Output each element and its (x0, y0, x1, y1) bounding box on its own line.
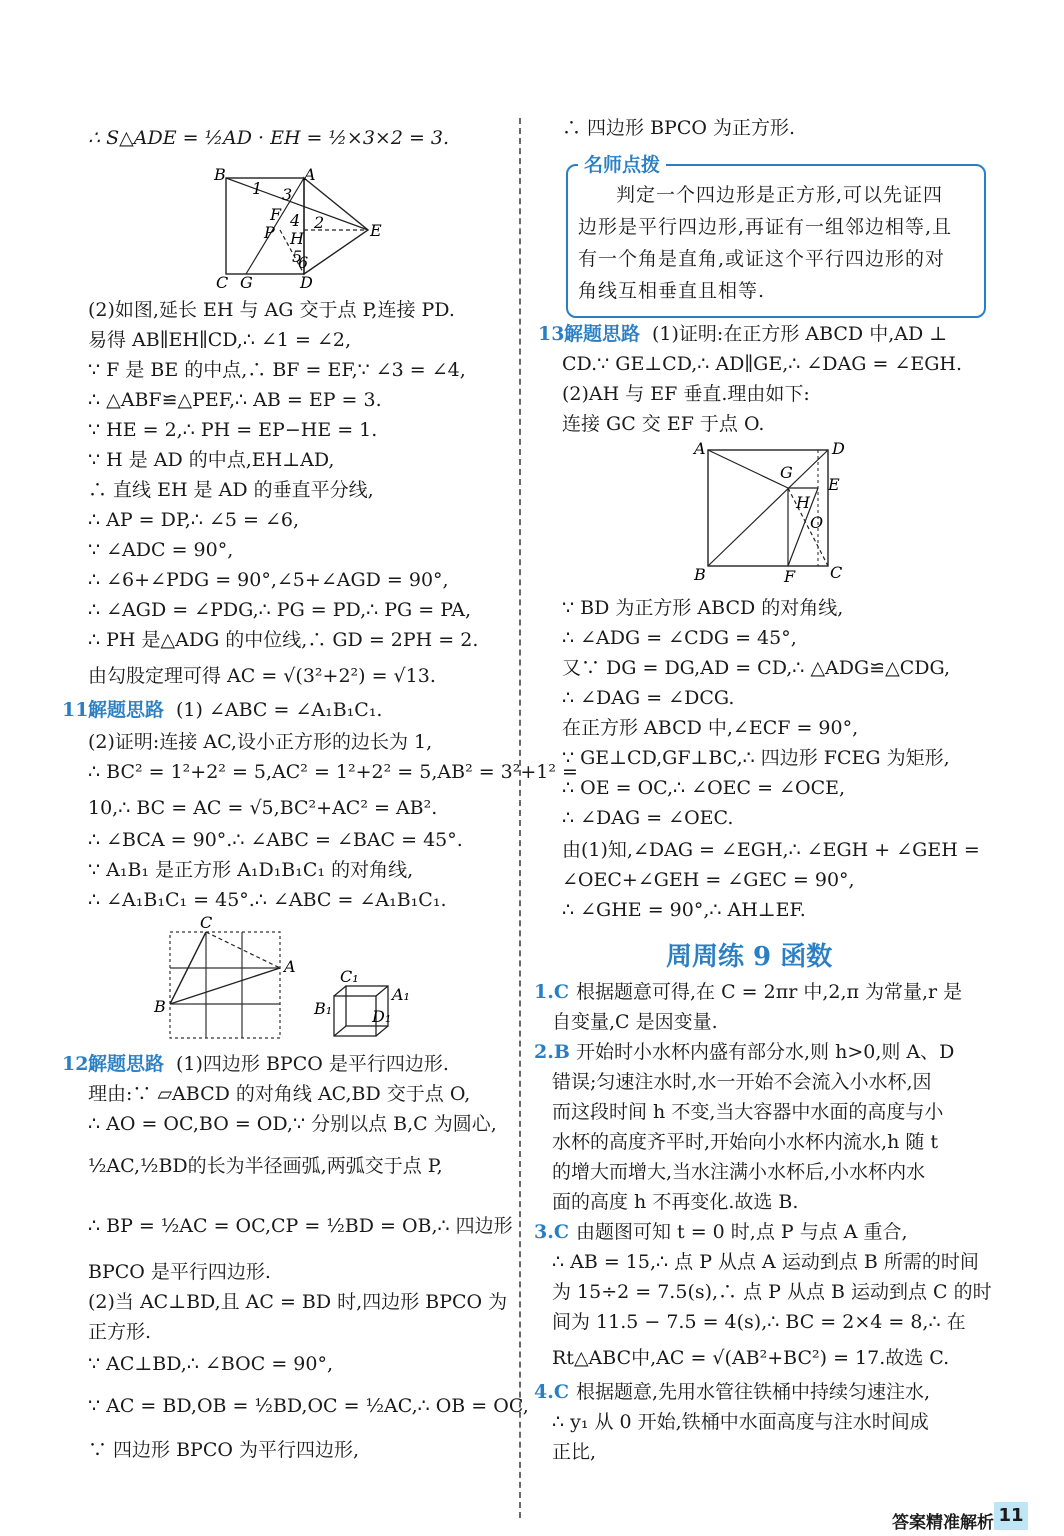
fig1-angle-3: 3 (282, 185, 293, 204)
line: 由题图可知 t = 0 时,点 P 与点 A 重合, (576, 1221, 908, 1243)
line: ∴ ∠6+∠PDG = 90°,∠5+∠AGD = 90°, (88, 569, 449, 591)
line: ∴ ∠DAG = ∠OEC. (562, 807, 734, 829)
line: ∴ ∠GHE = 90°,∴ AH⊥EF. (562, 899, 806, 921)
fig2-label-C1: C₁ (340, 967, 359, 986)
line: 连接 GC 交 EF 于点 O. (562, 413, 765, 435)
fig1-label-F: F (270, 205, 282, 224)
tip-line: 角线互相垂直且相等. (578, 280, 766, 302)
line: 正比, (552, 1441, 597, 1463)
fig1-label-E: E (370, 221, 382, 240)
line: ∵ F 是 BE 的中点,∴ BF = EF,∵ ∠3 = ∠4, (88, 359, 466, 381)
fig3-label-H: H (796, 493, 810, 512)
fig2-label-A1: A₁ (392, 985, 410, 1004)
fig3-label-F: F (784, 567, 796, 586)
figure-square-triangle (208, 168, 388, 292)
line: (1) ∠ABC = ∠A₁B₁C₁. (176, 699, 383, 721)
tip-label: 名师点拨 (578, 150, 666, 177)
a4-number: 4.C (534, 1381, 569, 1403)
line: ∴ BC² = 1²+2² = 5,AC² = 1²+2² = 5,AB² = 3²+1² = (88, 761, 578, 783)
tip-line: 判定一个四边形是正方形,可以先证四 (616, 184, 944, 206)
fig2-label-B1: B₁ (314, 999, 333, 1018)
line: 水杯的高度齐平时,开始向小水杯内流水,h 随 t (552, 1131, 939, 1153)
fig1-angle-1: 1 (252, 179, 263, 198)
fig1-angle-5: 5 (292, 247, 303, 266)
line: ∴ 直线 EH 是 AD 的垂直平分线, (88, 479, 374, 501)
line: ∴ y₁ 从 0 开始,铁桶中水面高度与注水时间成 (552, 1411, 929, 1433)
fig3-label-G: G (780, 463, 793, 482)
q12-tag: 解题思路 (88, 1053, 165, 1075)
line: ∵ H 是 AD 的中点,EH⊥AD, (88, 449, 335, 471)
q11-number: 11. (62, 699, 96, 721)
line: (2)当 AC⊥BD,且 AC = BD 时,四边形 BPCO 为 (88, 1291, 508, 1313)
area-formula: ∴ S△ADE = ½AD · EH = ½×3×2 = 3. (88, 127, 450, 149)
line: 根据题意,先用水管往铁桶中持续匀速注水, (576, 1381, 931, 1403)
line: 10,∴ BC = AC = √5,BC²+AC² = AB². (88, 797, 438, 819)
line: 的增大而增大,当水注满小水杯后,小水杯内水 (552, 1161, 926, 1183)
line: 而这段时间 h 不变,当大容器中水面的高度与小 (552, 1101, 944, 1123)
line: ∴ ∠A₁B₁C₁ = 45°.∴ ∠ABC = ∠A₁B₁C₁. (88, 889, 447, 911)
a2-number: 2.B (534, 1041, 570, 1063)
fig1-label-A: A (304, 168, 316, 184)
line: ∵ HE = 2,∴ PH = EP−HE = 1. (88, 419, 378, 441)
line: 正方形. (88, 1321, 152, 1343)
line: ∴ AP = DP,∴ ∠5 = ∠6, (88, 509, 300, 531)
fig2-label-D1: D₁ (372, 1007, 392, 1026)
q12-number: 12. (62, 1053, 96, 1075)
section-title: 周周练 9 函数 (666, 942, 833, 972)
line: 在正方形 ABCD 中,∠ECF = 90°, (562, 717, 859, 739)
fig3-label-O: O (810, 513, 824, 532)
tip-line: 边形是平行四边形,再证有一组邻边相等,且 (578, 216, 953, 238)
fig1-label-H: H (290, 229, 304, 248)
line: ∴ ∠DAG = ∠DCG. (562, 687, 735, 709)
fig3-label-D: D (832, 440, 845, 458)
figure-square-abcd (688, 440, 848, 586)
line: ∵ A₁B₁ 是正方形 A₁D₁B₁C₁ 的对角线, (88, 859, 414, 881)
q13-number: 13. (538, 323, 572, 345)
line: ∴ AB = 15,∴ 点 P 从点 A 运动到点 B 所需的时间 (552, 1251, 979, 1273)
line: ∴ BP = ½AC = OC,CP = ½BD = OB,∴ 四边形 (88, 1215, 513, 1237)
figure-cube (312, 966, 422, 1046)
line: ∵ AC = BD,OB = ½BD,OC = ½AC,∴ OB = OC, (88, 1395, 529, 1417)
tip-line: 有一个角是直角,或证这个平行四边形的对 (578, 248, 946, 270)
line: ∴ ∠ADG = ∠CDG = 45°, (562, 627, 797, 649)
line: (1)四边形 BPCO 是平行四边形. (176, 1053, 449, 1075)
line: ∴ ∠BCA = 90°.∴ ∠ABC = ∠BAC = 45°. (88, 829, 463, 851)
fig3-label-C: C (830, 563, 843, 582)
line: ∴ ∠AGD = ∠PDG,∴ PG = PD,∴ PG = PA, (88, 599, 472, 621)
line: 由(1)知,∠DAG = ∠EGH,∴ ∠EGH + ∠GEH = (562, 839, 980, 861)
figure-grid (150, 914, 300, 1044)
line: ∵ AC⊥BD,∴ ∠BOC = 90°, (88, 1353, 334, 1375)
fig1-label-G: G (240, 273, 253, 292)
q13-tag: 解题思路 (564, 323, 641, 345)
line: 由勾股定理可得 AC = √(3²+2²) = √13. (88, 665, 436, 687)
fig2-label-A: A (284, 957, 296, 976)
q11-tag: 解题思路 (88, 699, 165, 721)
fig1-label-B: B (214, 168, 226, 184)
fig1-angle-4: 4 (290, 211, 301, 230)
line: 易得 AB∥EH∥CD,∴ ∠1 = ∠2, (88, 329, 352, 351)
fig3-label-B: B (694, 565, 706, 584)
line: 根据题意可得,在 C = 2πr 中,2,π 为常量,r 是 (576, 981, 963, 1003)
fig1-label-P: P (264, 223, 275, 242)
page-number: 11 (994, 1502, 1028, 1530)
line: (2)AH 与 EF 垂直.理由如下: (562, 383, 810, 405)
line: 为 15÷2 = 7.5(s),∴ 点 P 从点 B 运动到点 C 的时 (552, 1281, 992, 1303)
fig1-angle-2: 2 (314, 213, 325, 232)
fig2-label-C: C (200, 914, 213, 932)
line: BPCO 是平行四边形. (88, 1261, 271, 1283)
a1-number: 1.C (534, 981, 569, 1003)
a3-number: 3.C (534, 1221, 569, 1243)
line: ∴ OE = OC,∴ ∠OEC = ∠OCE, (562, 777, 846, 799)
fig2-label-B: B (154, 997, 166, 1016)
line: ∠OEC+∠GEH = ∠GEC = 90°, (562, 869, 855, 891)
line: ∴ △ABF≌△PEF,∴ AB = EP = 3. (88, 389, 382, 411)
line: Rt△ABC中,AC = √(AB²+BC²) = 17.故选 C. (552, 1347, 950, 1369)
line: 开始时小水杯内盛有部分水,则 h>0,则 A、D (576, 1041, 955, 1063)
line: ∵ GE⊥CD,GF⊥BC,∴ 四边形 FCEG 为矩形, (562, 747, 950, 769)
line: 间为 11.5 − 7.5 = 4(s),∴ BC = 2×4 = 8,∴ 在 (552, 1311, 966, 1333)
line: 错误;匀速注水时,水一开始不会流入小水杯,因 (552, 1071, 932, 1093)
line: (2)证明:连接 AC,设小正方形的边长为 1, (88, 731, 433, 753)
line: ∴ AO = OC,BO = OD,∵ 分别以点 B,C 为圆心, (88, 1113, 497, 1135)
fig1-label-D: D (300, 273, 313, 292)
line: 理由:∵ ▱ABCD 的对角线 AC,BD 交于点 O, (88, 1083, 471, 1105)
line: CD.∵ GE⊥CD,∴ AD∥GE,∴ ∠DAG = ∠EGH. (562, 353, 963, 375)
line: 又∵ DG = DG,AD = CD,∴ △ADG≌△CDG, (562, 657, 951, 679)
column-divider (519, 118, 521, 1518)
line: (2)如图,延长 EH 与 AG 交于点 P,连接 PD. (88, 299, 455, 321)
line: (1)证明:在正方形 ABCD 中,AD ⊥ (652, 323, 948, 345)
line: 自变量,C 是因变量. (552, 1011, 718, 1033)
line: ∴ PH 是△ADG 的中位线,∴ GD = 2PH = 2. (88, 629, 479, 651)
line: ½AC,½BD的长为半径画弧,两弧交于点 P, (88, 1155, 443, 1177)
footer-label: 答案精准解析 (892, 1513, 994, 1533)
line: ∴ 四边形 BPCO 为正方形. (562, 117, 796, 139)
fig3-label-A: A (694, 440, 706, 458)
line: ∵ BD 为正方形 ABCD 的对角线, (562, 597, 844, 619)
line: ∵ 四边形 BPCO 为平行四边形, (88, 1439, 360, 1461)
fig1-label-C: C (216, 273, 229, 292)
line: ∵ ∠ADC = 90°, (88, 539, 234, 561)
fig3-label-E: E (828, 475, 840, 494)
fig1-angle-6: 6 (298, 253, 309, 272)
line: 面的高度 h 不再变化.故选 B. (552, 1191, 799, 1213)
